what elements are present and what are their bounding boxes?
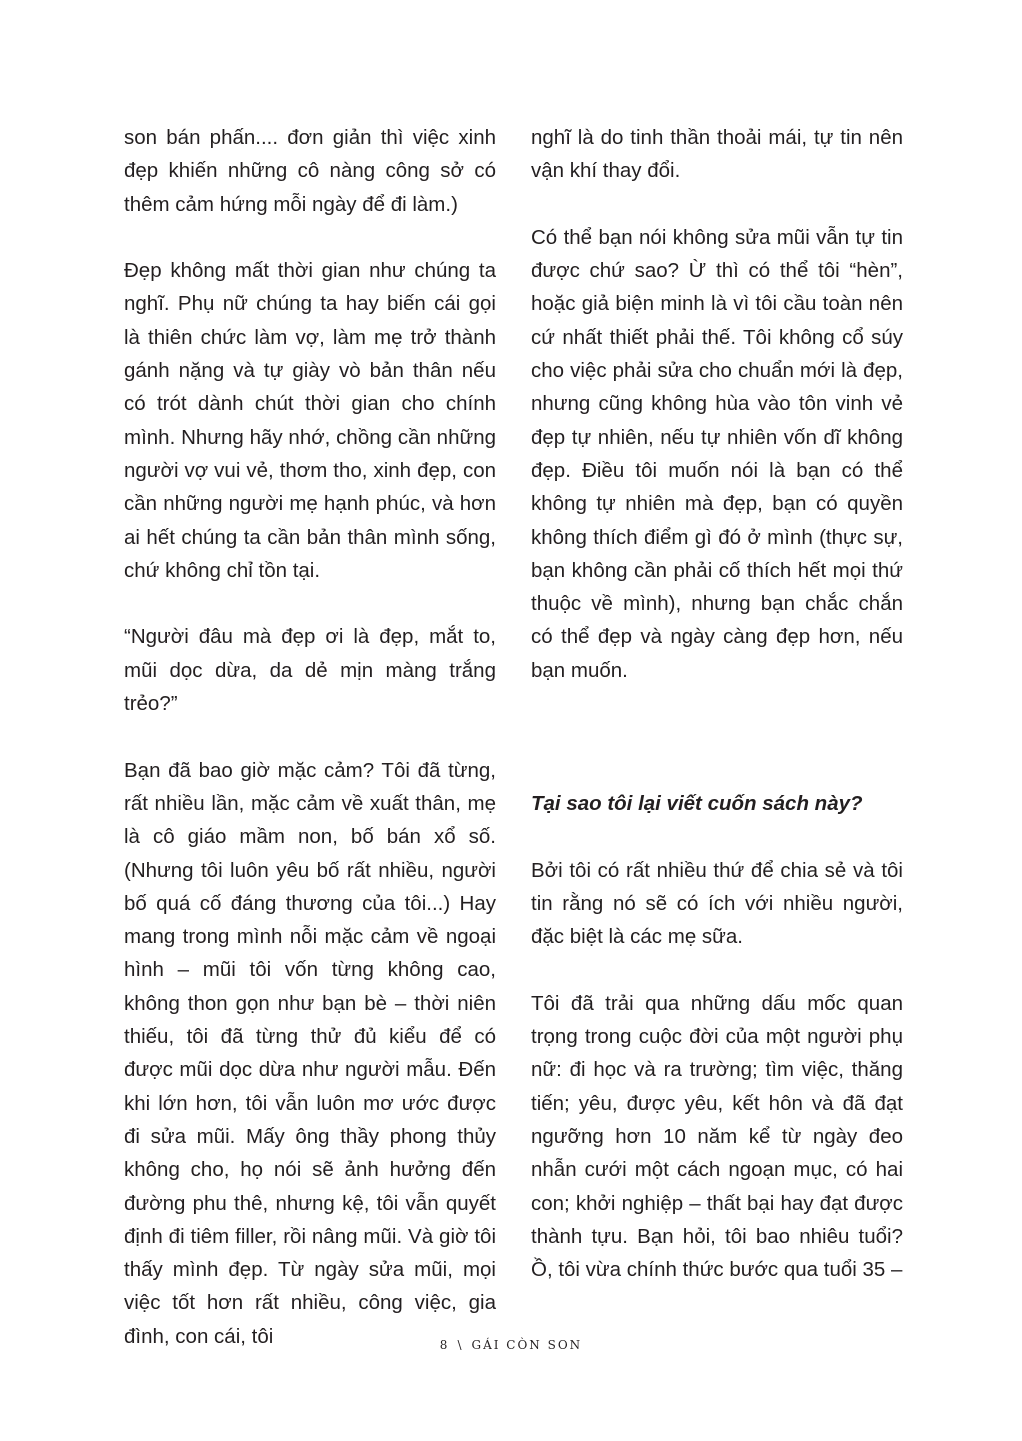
section-spacer bbox=[531, 720, 903, 787]
page-number: 8 bbox=[439, 1338, 450, 1352]
right-column bbox=[531, 121, 903, 1286]
left-column bbox=[124, 121, 496, 1353]
footer-separator: \ bbox=[457, 1338, 464, 1352]
running-title: GÁI CÒN SON bbox=[471, 1338, 583, 1352]
paragraph: Tôi đã trải qua những dấu mốc quan trọng trong cuộc đời của một người phụ nữ: đi học và ra trường; tìm việc, thăng tiến; yêu, được yêu, kết hôn và đã đạt ngưỡng hơn 10 năm kể từ ngày đeo nhẫn cưới một cách ngoạn mục, có hai con; khởi nghiệp – thất bại hay đạt được thành tựu. Bạn hỏi, tôi bao nhiêu tuổi? Ồ, tôi vừa chính thức bước qua tuổi 35 – bbox=[531, 991, 903, 1282]
paragraph: “Người đâu mà đẹp ơi là đẹp, mắt to, mũi dọc dừa, da dẻ mịn màng trắng trẻo?” bbox=[124, 625, 496, 716]
paragraph: Bởi tôi có rất nhiều thứ để chia sẻ và tôi tin rằng nó sẽ có ích với nhiều người, đặc biệt là các mẹ sữa. bbox=[531, 858, 903, 949]
paragraph: nghĩ là do tinh thần thoải mái, tự tin nên vận khí thay đổi. bbox=[531, 126, 903, 183]
paragraph: son bán phấn.... đơn giản thì việc xinh đẹp khiến những cô nàng công sở có thêm cảm hứng mỗi ngày để đi làm.) bbox=[124, 126, 496, 216]
page-footer bbox=[0, 1338, 1022, 1352]
paragraph: Đẹp không mất thời gian như chúng ta nghĩ. Phụ nữ chúng ta hay biến cái gọi là thiên chức làm vợ, làm mẹ trở thành gánh nặng và tự giày vò bản thân nếu có trót dành chút thời gian cho chính mình. Nhưng hãy nhớ, chồng cần những người vợ vui vẻ, thơm tho, xinh đẹp, con cần những người mẹ hạnh phúc, và hơn ai hết chúng ta cần bản thân mình sống, chứ không chỉ tồn tại. bbox=[124, 259, 496, 582]
paragraph: Có thể bạn nói không sửa mũi vẫn tự tin được chứ sao? Ừ thì có thể tôi “hèn”, hoặc giả biện minh là vì tôi cầu toàn nên cứ nhất thiết phải thế. Tôi không cổ súy cho việc phải sửa cho chuẩn mới là đẹp, nhưng cũng không hùa vào tôn vinh vẻ đẹp tự nhiên, nếu tự nhiên vốn dĩ không đẹp. Điều tôi muốn nói là bạn có thể không tự nhiên mà đẹp, bạn có quyền không thích điểm gì đó ở mình (thực sự, bạn không cần phải cố thích hết mọi thứ thuộc về mình), nhưng bạn chắc chắn có thể đẹp và ngày càng đẹp hơn, nếu bạn muốn. bbox=[531, 225, 903, 682]
paragraph: Bạn đã bao giờ mặc cảm? Tôi đã từng, rất nhiều lần, mặc cảm về xuất thân, mẹ là cô giáo mầm non, bố bán xổ số. (Nhưng tôi luôn yêu bố rất nhiều, người bố quá cố đáng thương của tôi...) Hay mang trong mình nỗi mặc cảm về ngoại hình – mũi tôi vốn từng không cao, không thon gọn như bạn bè – thời niên thiếu, tôi đã từng thử đủ kiểu để có được mũi dọc dừa như người mẫu. Đến khi lớn hơn, tôi vẫn luôn mơ ước được đi sửa mũi. Mấy ông thầy phong thủy không cho, họ nói sẽ ảnh hưởng đến đường phu thê, nhưng kệ, tôi vẫn quyết định đi tiêm filler, rồi nâng mũi. Và giờ tôi thấy mình đẹp. Từ ngày sửa mũi, mọi việc tốt hơn rất nhiều, công việc, gia đình, con cái, tôi bbox=[124, 758, 496, 1348]
section-heading: Tại sao tôi lại viết cuốn sách này? bbox=[531, 791, 863, 815]
